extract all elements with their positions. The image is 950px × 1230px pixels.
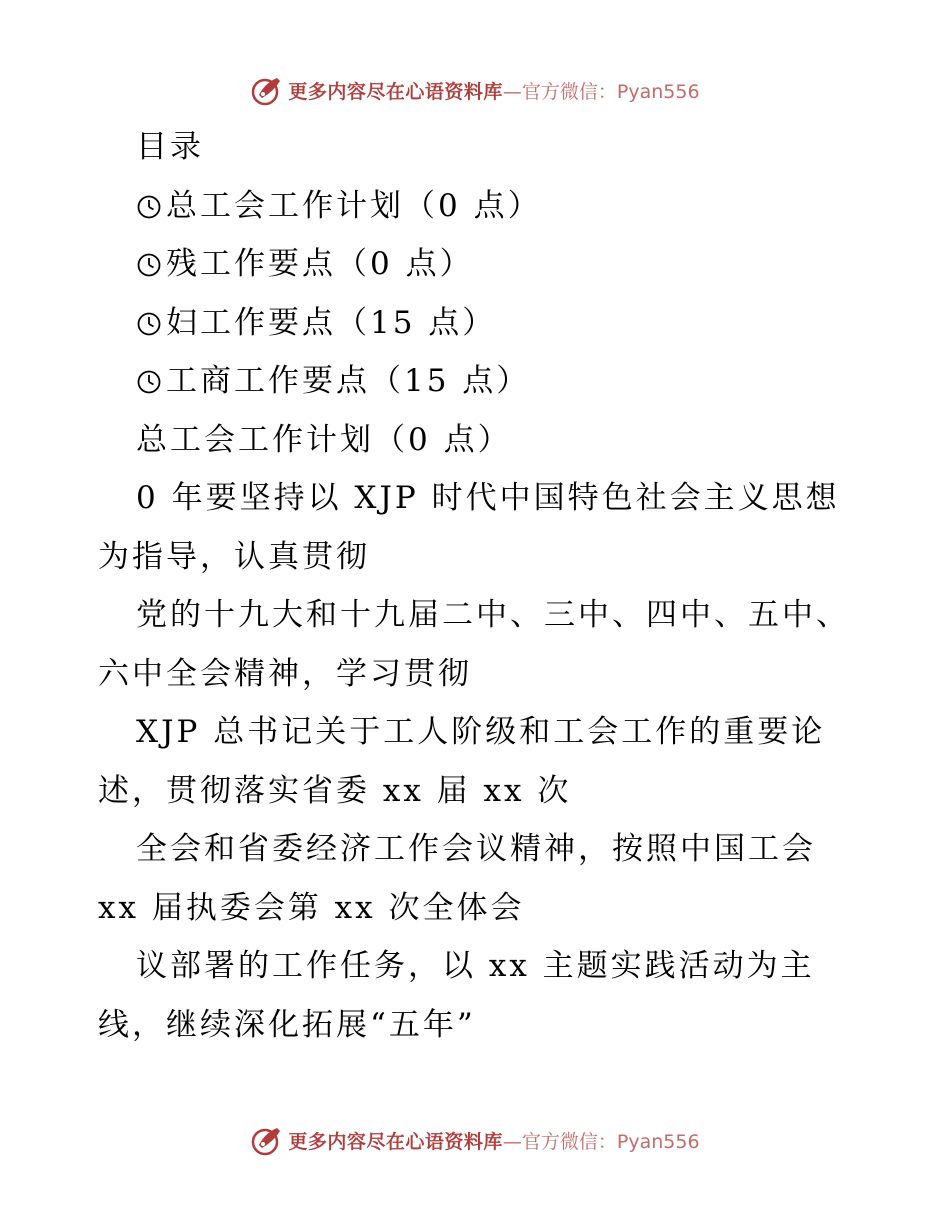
pen-nib-logo-icon: [250, 1123, 284, 1157]
toc-item-label: 工商工作要点（15 点）: [166, 363, 531, 399]
toc-item[interactable]: [98, 235, 858, 294]
section-title: 总工会工作计划（0 点）: [136, 421, 512, 458]
banner-site-name: 更多内容尽在心语资料库: [288, 1130, 503, 1153]
pen-nib-logo-icon: [250, 73, 284, 107]
paragraph-line: 为指导，认真贯彻: [98, 538, 370, 575]
paragraph-line: 六中全会精神，学习贯彻: [98, 655, 472, 692]
clock-icon: [136, 369, 162, 395]
toc-item-label: 妇工作要点（15 点）: [166, 304, 497, 341]
paragraph-line: 述，贯彻落实省委 xx 届 xx 次: [98, 772, 572, 809]
paragraph-line: 党的十九大和十九届二中、三中、四中、五中、: [136, 597, 850, 633]
header-banner: [0, 70, 950, 110]
toc-item-label: 总工会工作计划（0 点）: [166, 187, 542, 224]
toc-item-label: 残工作要点（0 点）: [166, 246, 474, 282]
paragraph-line: 全会和省委经济工作会议精神，按照中国工会: [136, 831, 816, 867]
banner-site-name: 更多内容尽在心语资料库: [288, 80, 503, 103]
toc-item[interactable]: [98, 177, 858, 236]
toc-heading: 目录: [136, 129, 204, 165]
clock-icon: [136, 194, 162, 220]
paragraph-line: XJP 总书记关于工人阶级和工会工作的重要论: [136, 714, 826, 750]
toc-item[interactable]: [98, 352, 858, 411]
banner-wechat-id: —官方微信：Pyan556: [502, 1130, 700, 1153]
paragraph-line: xx 届执委会第 xx 次全体会: [98, 889, 525, 926]
clock-icon: [136, 252, 162, 278]
footer-banner: [0, 1120, 950, 1160]
toc-item[interactable]: [98, 294, 858, 353]
paragraph-line: 线，继续深化拓展“五年”: [98, 1006, 476, 1043]
clock-icon: [136, 311, 162, 337]
document-body: [98, 118, 858, 1054]
banner-wechat-id: —官方微信：Pyan556: [502, 80, 700, 103]
paragraph-line: 0 年要坚持以 XJP 时代中国特色社会主义思想: [136, 480, 840, 516]
paragraph-line: 议部署的工作任务，以 xx 主题实践活动为主: [136, 948, 815, 984]
